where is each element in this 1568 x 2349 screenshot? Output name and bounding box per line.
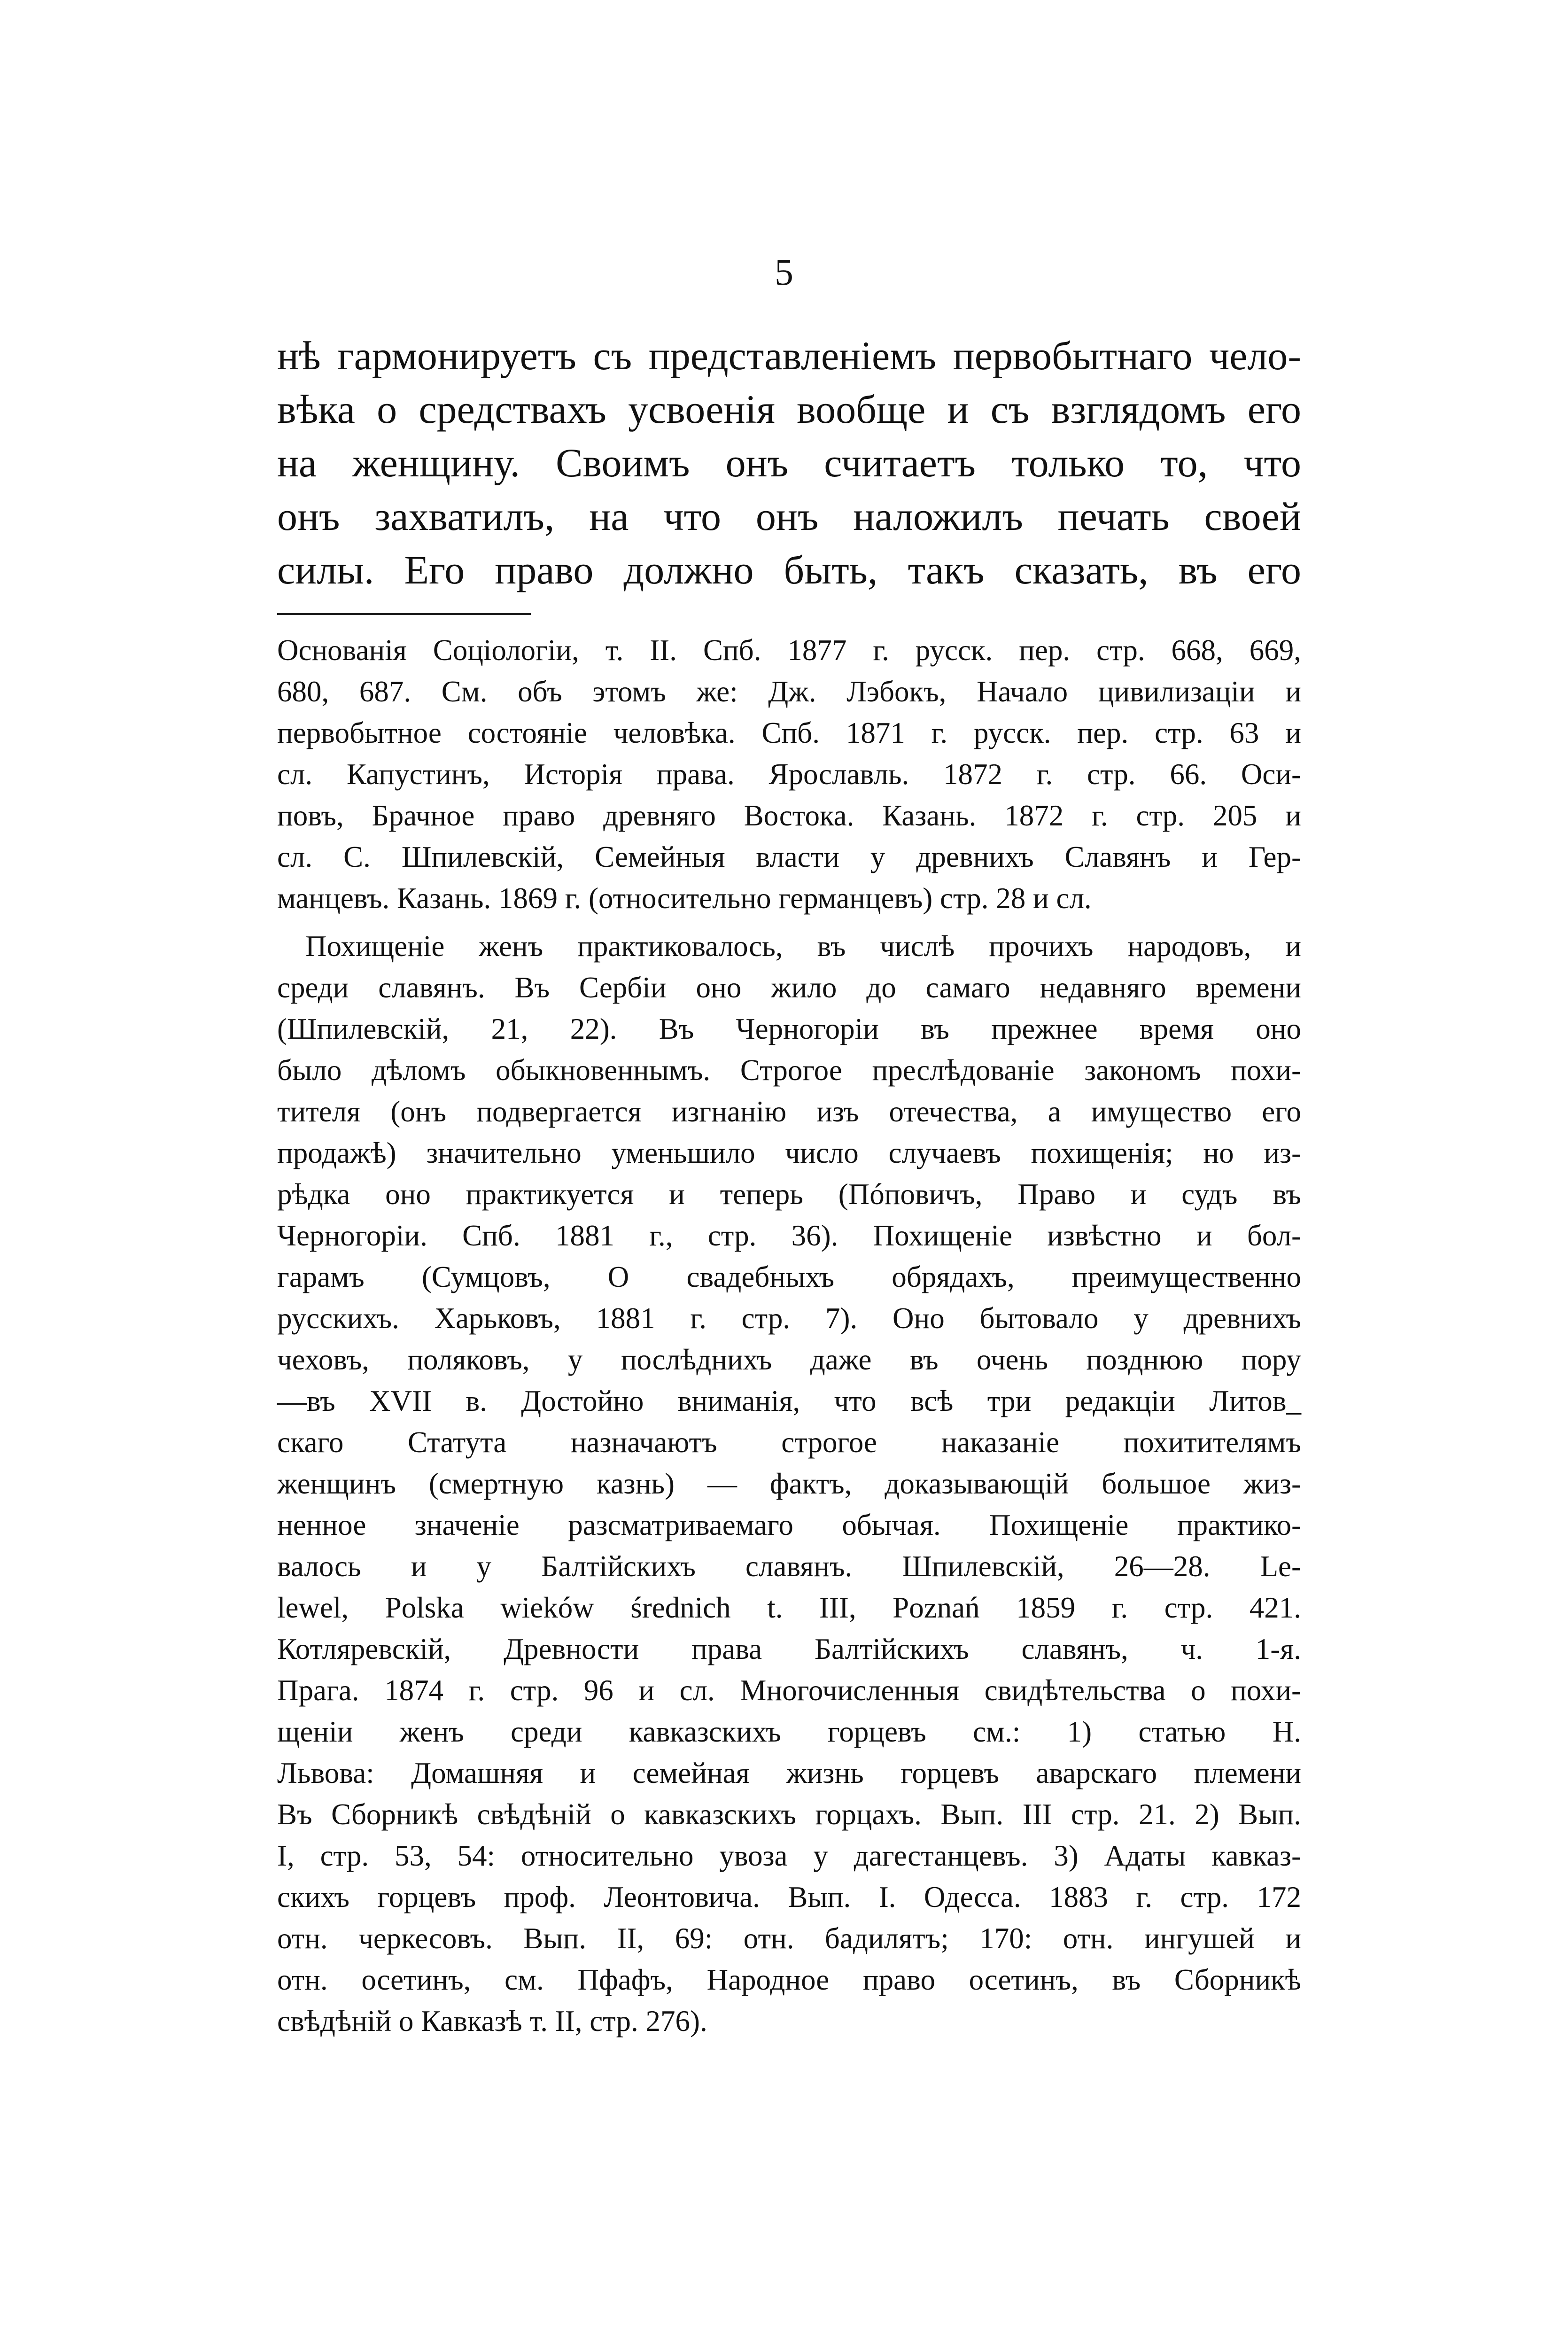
footnote-line: первобытное состояніе человѣка. Спб. 1871 г. русск. пер. стр. 63 и (277, 716, 1301, 749)
page-number: 5 (775, 252, 793, 293)
footnote-line: скихъ горцевъ проф. Леонтовича. Вып. I. Одесса. 1883 г. стр. 172 (277, 1881, 1301, 1913)
footnote-line: манцевъ. Казань. 1869 г. (относительно германцевъ) стр. 28 и сл. (277, 882, 1092, 915)
main-line: вѣка о средствахъ усвоенія вообще и съ взглядомъ его (277, 387, 1301, 432)
footnotes (277, 630, 1301, 2042)
footnote-line: среди славянъ. Въ Сербіи оно жило до самаго недавняго времени (277, 971, 1301, 1004)
footnote-line: чеховъ, поляковъ, у послѣднихъ даже въ очень позднюю пору (277, 1343, 1301, 1376)
footnote-separator (277, 613, 531, 615)
footnote-line: (Шпилевскій, 21, 22). Въ Черногоріи въ прежнее время оно (277, 1012, 1301, 1045)
footnote-line: было дѣломъ обыкновеннымъ. Строгое преслѣдованіе закономъ похи- (277, 1054, 1301, 1087)
footnote-line: ненное значеніе разсматриваемаго обычая. Похищеніе практико- (277, 1509, 1301, 1541)
main-line: силы. Его право должно быть, такъ сказать, въ его (277, 547, 1301, 592)
main-line: нѣ гармонируетъ съ представленіемъ первобытнаго чело- (277, 333, 1301, 378)
footnote-line: сл. С. Шпилевскій, Семейныя власти у древнихъ Славянъ и Гер- (277, 840, 1301, 873)
footnote-line: Черногоріи. Спб. 1881 г., стр. 36). Похищеніе извѣстно и бол- (277, 1219, 1301, 1252)
footnote-line: повъ, Брачное право древняго Востока. Казань. 1872 г. стр. 205 и (277, 799, 1301, 832)
footnote-line: 680, 687. См. объ этомъ же: Дж. Лэбокъ, Начало цивилизаціи и (277, 675, 1301, 708)
footnote-line: гарамъ (Сумцовъ, О свадебныхъ обрядахъ, преимущественно (277, 1260, 1301, 1293)
footnote-line: женщинъ (смертную казнь) — фактъ, доказывающій большое жиз- (277, 1467, 1301, 1500)
main-line: онъ захватилъ, на что онъ наложилъ печать своей (277, 494, 1301, 539)
footnote-line: Прага. 1874 г. стр. 96 и сл. Многочисленныя свидѣтельства о похи- (277, 1674, 1301, 1707)
footnote-line: свѣдѣній о Кавказѣ т. II, стр. 276). (277, 2005, 707, 2038)
footnote-line: Похищеніе женъ практиковалось, въ числѣ прочихъ народовъ, и (305, 930, 1301, 963)
footnote-line: —въ XVII в. Достойно вниманія, что всѣ три редакціи Литов_ (277, 1385, 1301, 1417)
footnote-line: рѣдка оно практикуется и теперь (Пóповичъ, Право и судъ въ (277, 1178, 1301, 1211)
footnote-line: Основанія Соціологіи, т. II. Спб. 1877 г. русск. пер. стр. 668, 669, (277, 634, 1301, 667)
footnote-line: продажѣ) значительно уменьшило число случаевъ похищенія; но из- (277, 1136, 1301, 1169)
footnote-line: щеніи женъ среди кавказскихъ горцевъ см.: 1) статью Н. (277, 1715, 1301, 1748)
footnote-line: скаго Статута назначаютъ строгое наказаніе похитителямъ (277, 1426, 1301, 1459)
footnote-line: lewel, Polska wieków średnich t. III, Poznań 1859 г. стр. 421. (277, 1591, 1301, 1624)
footnote-line: тителя (онъ подвергается изгнанію изъ отечества, а имущество его (277, 1095, 1301, 1128)
footnote-line: Львова: Домашняя и семейная жизнь горцевъ аварскаго племени (277, 1757, 1301, 1789)
footnote-line: валось и у Балтійскихъ славянъ. Шпилевскій, 26—28. Le- (277, 1550, 1301, 1583)
footnote-line: отн. черкесовъ. Вып. II, 69: отн. бадилятъ; 170: отн. ингушей и (277, 1922, 1301, 1955)
footnote-line: I, стр. 53, 54: относительно увоза у дагестанцевъ. 3) Адаты кавказ- (277, 1839, 1301, 1872)
footnote-1 (277, 630, 1301, 919)
footnote-line: отн. осетинъ, см. Пфафъ, Народное право осетинъ, въ Сборникѣ (277, 1963, 1301, 1996)
main-line: на женщину. Своимъ онъ считаетъ только то, что (277, 440, 1301, 485)
footnote-line: Котляревскій, Древности права Балтійскихъ славянъ, ч. 1-я. (277, 1633, 1301, 1665)
footnote-2 (277, 926, 1301, 2042)
footnote-line: русскихъ. Харьковъ, 1881 г. стр. 7). Оно бытовало у древнихъ (277, 1302, 1301, 1335)
main-text (277, 329, 1301, 597)
footnote-line: сл. Капустинъ, Исторія права. Ярославль. 1872 г. стр. 66. Оси- (277, 758, 1301, 791)
footnote-line: Въ Сборникѣ свѣдѣній о кавказскихъ горцахъ. Вып. III стр. 21. 2) Вып. (277, 1798, 1301, 1831)
